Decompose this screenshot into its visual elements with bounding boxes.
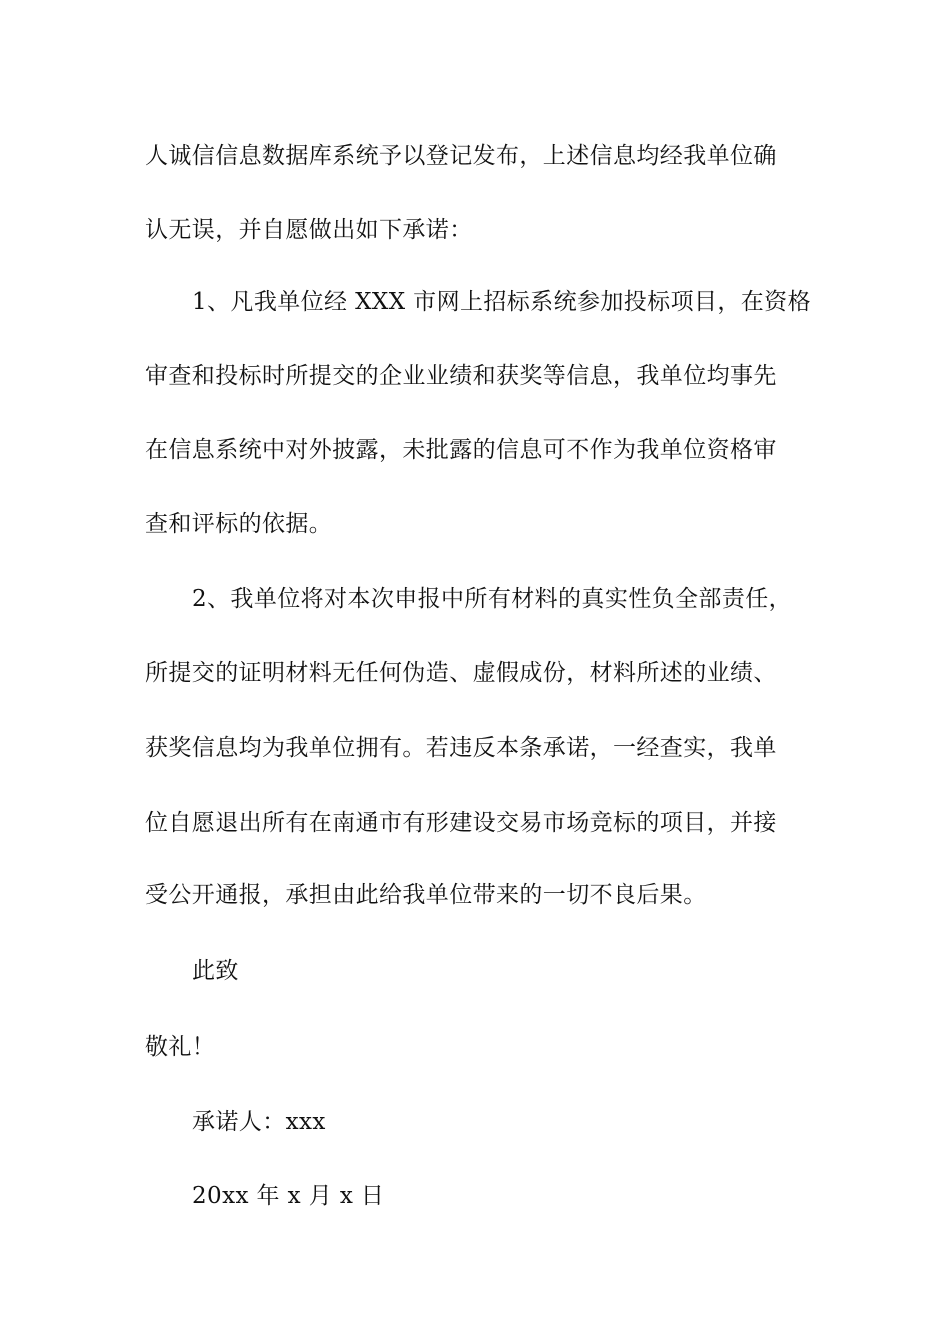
closing-text: 此致: [192, 958, 239, 984]
clause-2-line-1: 2、我单位将对本次申报中所有材料的真实性负全部责任，: [192, 586, 793, 612]
clause-1-line-4: 查和评标的依据。: [145, 511, 333, 537]
clause-2-line-5: 受公开通报，承担由此给我单位带来的一切不良后果。: [145, 882, 707, 908]
clause-2-line-3: 获奖信息均为我单位拥有。若违反本条承诺，一经查实，我单: [145, 735, 777, 761]
clause-2-line-2: 所提交的证明材料无任何伪造、虚假成份，材料所述的业绩、: [145, 660, 777, 686]
clause-1-line-3: 在信息系统中对外披露，未批露的信息可不作为我单位资格审: [145, 437, 777, 463]
clause-1-line-2: 审查和投标时所提交的企业业绩和获奖等信息，我单位均事先: [145, 363, 777, 389]
body-line-2: 认无误，并自愿做出如下承诺：: [145, 217, 473, 243]
signer-line: 承诺人：xxx: [192, 1109, 326, 1135]
salutation-text: 敬礼！: [145, 1034, 216, 1060]
clause-2-line-4: 位自愿退出所有在南通市有形建设交易市场竞标的项目，并接: [145, 810, 777, 836]
body-line-1: 人诚信信息数据库系统予以登记发布，上述信息均经我单位确: [145, 143, 777, 169]
date-line: 20xx 年 x 月 x 日: [192, 1183, 385, 1209]
clause-1-line-1: 1、凡我单位经 XXX 市网上招标系统参加投标项目，在资格: [192, 289, 811, 315]
